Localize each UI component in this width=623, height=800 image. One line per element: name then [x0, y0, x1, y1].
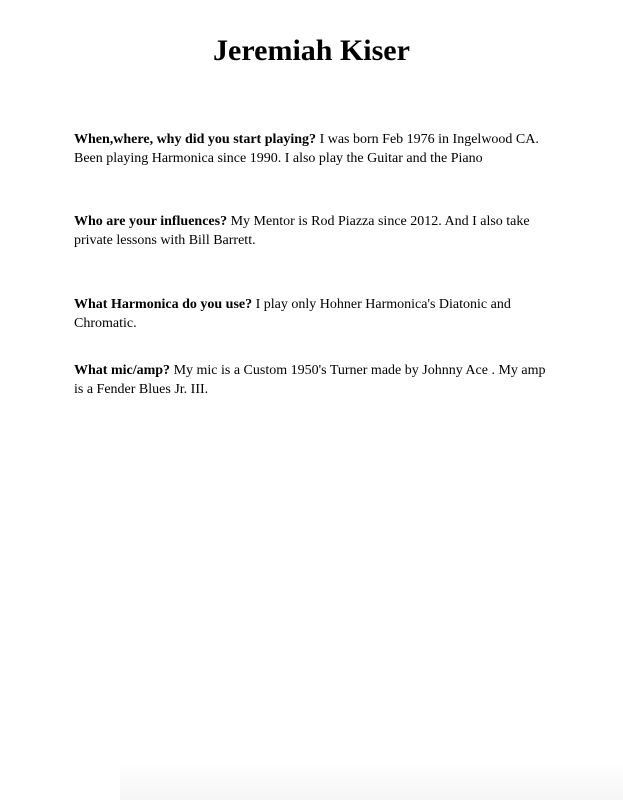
- qa-mic-amp: [74, 361, 556, 399]
- answer-harmonica: I play only Hohner Harmonica's Diatonic and Chromatic.: [74, 297, 511, 331]
- question-start-playing: When,where, why did you start playing?: [74, 132, 317, 147]
- answer-mic-amp: My mic is a Custom 1950's Turner made by Johnny Ace . My amp is a Fender Blues Jr. III.: [74, 363, 546, 397]
- answer-influences: My Mentor is Rod Piazza since 2012. And I also take private lessons with Bill Barrett.: [74, 214, 530, 248]
- question-mic-amp: What mic/amp?: [74, 363, 171, 378]
- page-title: Jeremiah Kiser: [213, 34, 410, 67]
- qa-start-playing: [74, 130, 556, 168]
- question-influences: Who are your influences?: [74, 214, 228, 229]
- qa-influences: [74, 212, 556, 250]
- qa-harmonica: [74, 295, 556, 333]
- answer-start-playing: I was born Feb 1976 in Ingelwood CA. Been playing Harmonica since 1990. I also play the Guitar and the Piano: [74, 132, 539, 166]
- question-harmonica: What Harmonica do you use?: [74, 297, 253, 312]
